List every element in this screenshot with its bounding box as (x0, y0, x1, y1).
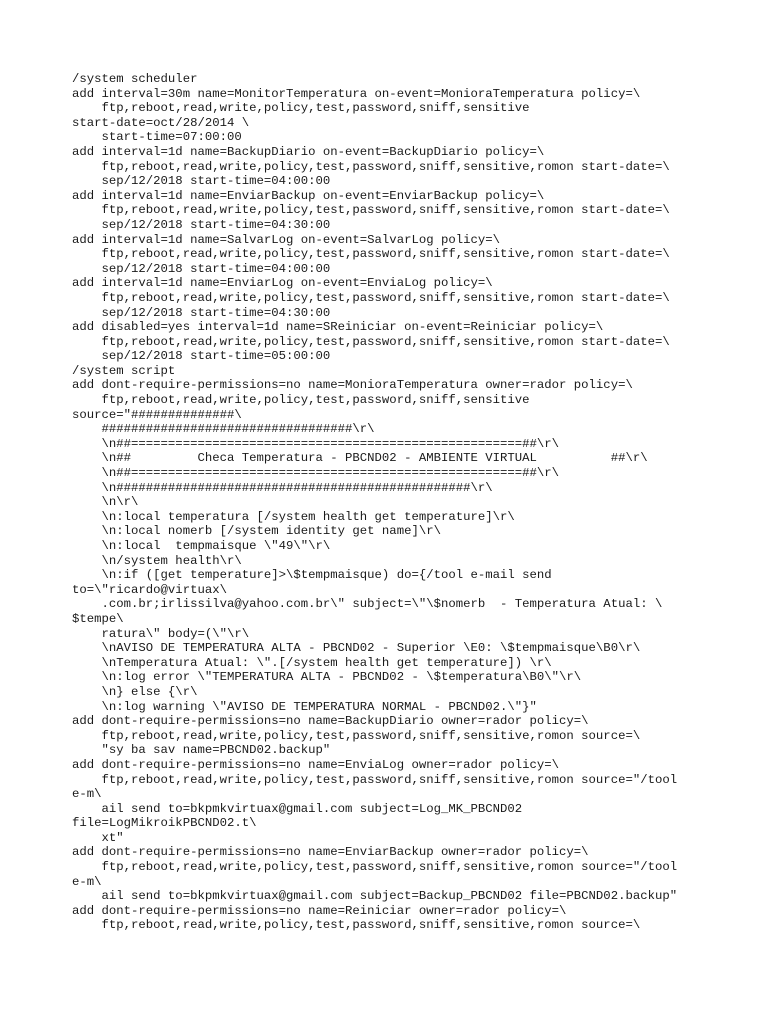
code-line: \n:local nomerb [/system identity get name]\r\ (72, 524, 441, 539)
code-line: add dont-require-permissions=no name=Reiniciar owner=rador policy=\ (72, 903, 567, 918)
script-listing (72, 72, 762, 933)
code-line: source="##############\ (72, 407, 242, 422)
code-line: file=LogMikroikPBCND02.t\ (72, 816, 257, 831)
code-line: ratura\" body=(\"\r\ (72, 626, 250, 641)
code-line: ftp,reboot,read,write,policy,test,password,sniff,sensitive,romon start-date=\ (72, 334, 670, 349)
code-line: start-time=07:00:00 (72, 130, 242, 145)
code-line: \n/system health\r\ (72, 553, 242, 568)
code-line: ftp,reboot,read,write,policy,test,password,sniff,sensitive,romon start-date=\ (72, 203, 670, 218)
code-line: sep/12/2018 start-time=04:30:00 (72, 217, 331, 232)
code-line: sep/12/2018 start-time=04:00:00 (72, 261, 331, 276)
code-line: add interval=1d name=BackupDiario on-event=BackupDiario policy=\ (72, 144, 545, 159)
code-line: e-m\ (72, 874, 102, 889)
code-line: \n##=====================================================##\r\ (72, 466, 560, 481)
code-line: ##################################\r\ (72, 422, 375, 437)
code-line: $tempe\ (72, 611, 124, 626)
code-line: \n:local tempmaisque \"49\"\r\ (72, 539, 331, 553)
code-line: sep/12/2018 start-time=04:00:00 (72, 174, 331, 189)
code-line: ftp,reboot,read,write,policy,test,password,sniff,sensitive (72, 393, 530, 408)
code-line: \n## Checa Temperatura - PBCND02 - AMBIENTE VIRTUAL ##\r\ (72, 451, 648, 466)
code-line: add disabled=yes interval=1d name=SReiniciar on-event=Reiniciar policy=\ (72, 320, 604, 335)
code-line: e-m\ (72, 787, 102, 802)
code-line: ail send to=bkpmkvirtuax@gmail.com subject=Backup_PBCND02 file=PBCND02.backup" (72, 889, 678, 904)
code-line: xt" (72, 830, 124, 845)
code-line: add dont-require-permissions=no name=EnviarBackup owner=rador policy=\ (72, 845, 589, 860)
code-line: add dont-require-permissions=no name=BackupDiario owner=rador policy=\ (72, 714, 589, 729)
code-line: \n##=====================================================##\r\ (72, 436, 560, 451)
code-line: sep/12/2018 start-time=04:30:00 (72, 305, 331, 320)
code-line: ftp,reboot,read,write,policy,test,password,sniff,sensitive,romon source="/tool (72, 772, 678, 787)
code-line: \n:log error \"TEMPERATURA ALTA - PBCND02 - \$temperatura\B0\"\r\ (72, 670, 582, 685)
code-line: ftp,reboot,read,write,policy,test,password,sniff,sensitive,romon start-date=\ (72, 290, 670, 305)
code-line: \n} else {\r\ (72, 684, 198, 699)
code-line: add dont-require-permissions=no name=MonioraTemperatura owner=rador policy=\ (72, 378, 633, 393)
code-line: ftp,reboot,read,write,policy,test,password,sniff,sensitive,romon source=\ (72, 728, 641, 743)
code-line: add interval=30m name=MonitorTemperatura on-event=MonioraTemperatura policy=\ (72, 86, 641, 101)
code-line: to=\"ricardo@virtuax\ (72, 582, 227, 597)
code-line: \n\r\ (72, 495, 139, 510)
code-line: ftp,reboot,read,write,policy,test,password,sniff,sensitive,romon source=\ (72, 918, 641, 933)
code-line: \n################################################\r\ (72, 480, 493, 495)
code-line: \n:log warning \"AVISO DE TEMPERATURA NORMAL - PBCND02.\"}" (72, 699, 537, 714)
code-line: add interval=1d name=EnviarBackup on-event=EnviarBackup policy=\ (72, 188, 545, 203)
code-line: add dont-require-permissions=no name=EnviaLog owner=rador policy=\ (72, 757, 560, 772)
code-line: \n:if ([get temperature]>\$tempmaisque) do={/tool e-mail send (72, 568, 552, 583)
code-line: add interval=1d name=SalvarLog on-event=SalvarLog policy=\ (72, 232, 501, 247)
code-line: ftp,reboot,read,write,policy,test,password,sniff,sensitive,romon start-date=\ (72, 159, 670, 174)
code-line: ftp,reboot,read,write,policy,test,password,sniff,sensitive,romon source="/tool (72, 860, 678, 875)
code-line: ftp,reboot,read,write,policy,test,password,sniff,sensitive (72, 101, 530, 116)
code-line: \n:local temperatura [/system health get temperature]\r\ (72, 509, 515, 524)
code-line: "sy ba sav name=PBCND02.backup" (72, 743, 331, 758)
code-line: /system script (72, 363, 176, 378)
code-line: /system scheduler (72, 72, 198, 86)
code-line: \nAVISO DE TEMPERATURA ALTA - PBCND02 - Superior \E0: \$tempmaisque\B0\r\ (72, 641, 641, 656)
code-line: .com.br;irlissilva@yahoo.com.br\" subject=\"\$nomerb - Temperatura Atual: \ (72, 597, 663, 612)
code-line: \nTemperatura Atual: \".[/system health get temperature]) \r\ (72, 655, 552, 670)
code-line: start-date=oct/28/2014 \ (72, 115, 250, 130)
code-line: ail send to=bkpmkvirtuax@gmail.com subject=Log_MK_PBCND02 (72, 801, 523, 816)
code-line: ftp,reboot,read,write,policy,test,password,sniff,sensitive,romon start-date=\ (72, 247, 670, 262)
code-line: add interval=1d name=EnviarLog on-event=EnviaLog policy=\ (72, 276, 493, 291)
code-line: sep/12/2018 start-time=05:00:00 (72, 349, 331, 364)
